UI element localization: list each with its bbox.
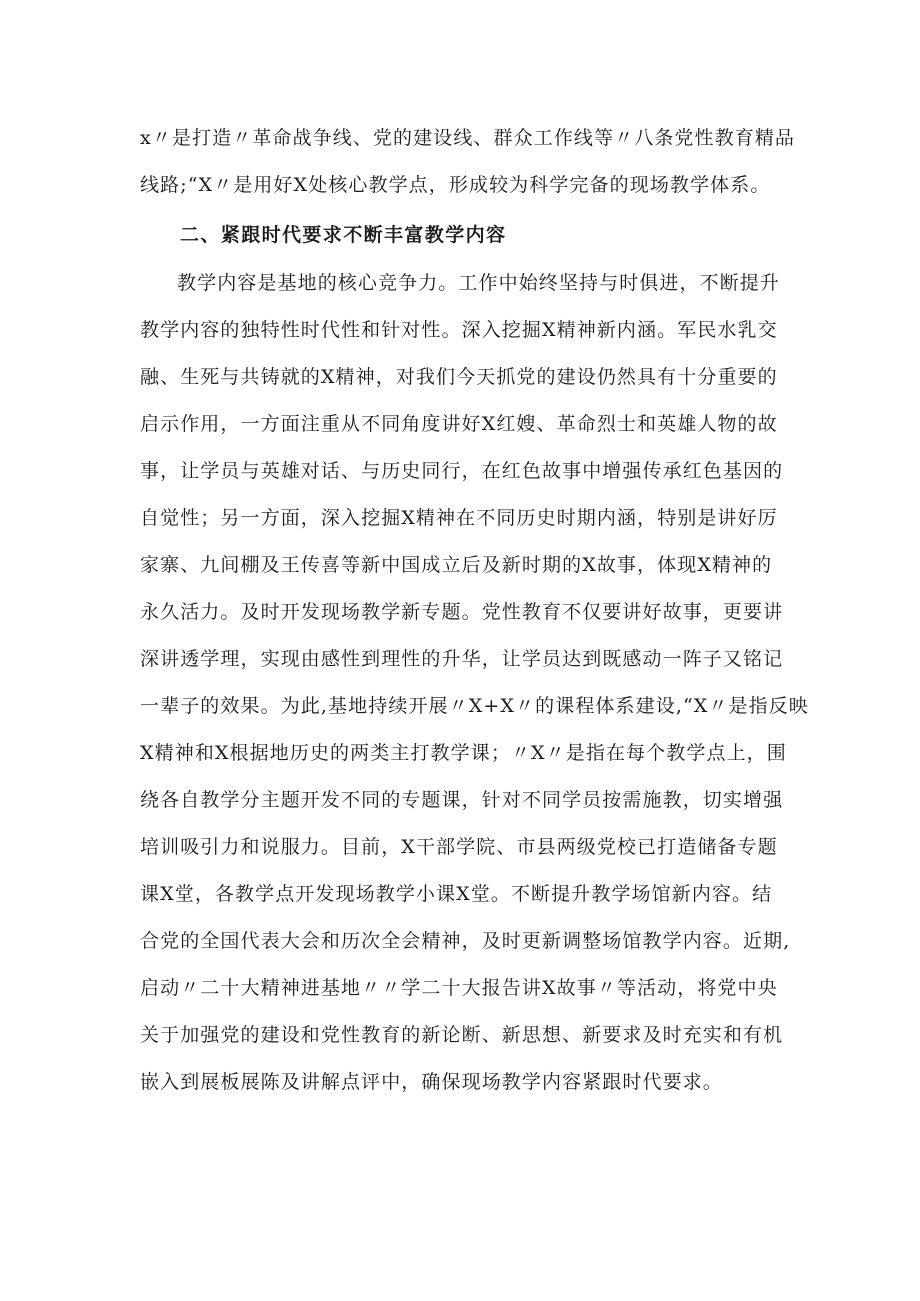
paragraph-line: 启动〃二十大精神进基地〃〃学二十大报告讲X故事〃等活动，将党中央	[140, 977, 778, 999]
paragraph-line: 绕各自教学分主题开发不同的专题课，针对不同学员按需施教，切实增强	[140, 789, 784, 811]
paragraph-line: 线路;“X〃是用好X处核心教学点，形成较为科学完备的现场教学体系。	[140, 174, 771, 196]
paragraph-line: 嵌入到展板展陈及讲解点评中，确保现场教学内容紧跟时代要求。	[140, 1071, 723, 1093]
paragraph-line: 教学内容是基地的核心竞争力。工作中始终坚持与时俱进，不断提升	[177, 272, 781, 294]
paragraph-line: 事，让学员与英雄对话、与历史同行，在红色故事中增强传承红色基因的	[140, 460, 784, 482]
paragraph-line: X精神和X根据地历史的两类主打教学课；〃X〃是指在每个教学点上，围	[140, 742, 787, 764]
paragraph-line: x〃是打造〃革命战争线、党的建设线、群众工作线等〃八条党性教育精品	[140, 127, 796, 149]
continuation-paragraph	[140, 124, 796, 204]
paragraph-line: 关于加强党的建设和党性教育的新论断、新思想、新要求及时充实和有机	[140, 1024, 784, 1046]
paragraph-line: 融、生死与共铸就的X精神，对我们今天抓党的建设仍然具有十分重要的	[140, 366, 778, 388]
paragraph-line: 深讲透学理，实现由感性到理性的升华，让学员达到既感动一阵子又铭记	[140, 648, 784, 670]
paragraph-line: 培训吸引力和说服力。目前，X干部学院、市县两级党校已打造储备专题	[140, 836, 778, 858]
section-heading-block	[140, 221, 785, 251]
paragraph-line: 永久活力。及时开发现场教学新专题。党性教育不仅要讲好故事，更要讲	[140, 601, 784, 623]
section-heading: 二、紧跟时代要求不断丰富教学内容	[180, 224, 507, 246]
paragraph-line: 启示作用，一方面注重从不同角度讲好X红嫂、革命烈士和英雄人物的故	[140, 413, 778, 435]
paragraph-line: 课X堂，各教学点开发现场教学小课X堂。不断提升教学场馆新内容。结	[140, 883, 773, 905]
paragraph-line: 合党的全国代表大会和历次全会精神，及时更新调整场馆教学内容。近期,	[140, 930, 791, 952]
paragraph-line: 自觉性；另一方面，深入挖掘X精神在不同历史时期内涵，特别是讲好厉	[140, 507, 778, 529]
paragraph-line: 一辈子的效果。为此,基地持续开展〃X+X〃的课程体系建设,“X〃是指反映	[140, 695, 809, 717]
body-paragraph	[140, 269, 809, 1119]
paragraph-line: 家寨、九间棚及王传喜等新中国成立后及新时期的X故事，体现X精神的	[140, 554, 773, 576]
paragraph-line: 教学内容的独特性时代性和针对性。深入挖掘X精神新内涵。军民水乳交	[140, 319, 778, 341]
